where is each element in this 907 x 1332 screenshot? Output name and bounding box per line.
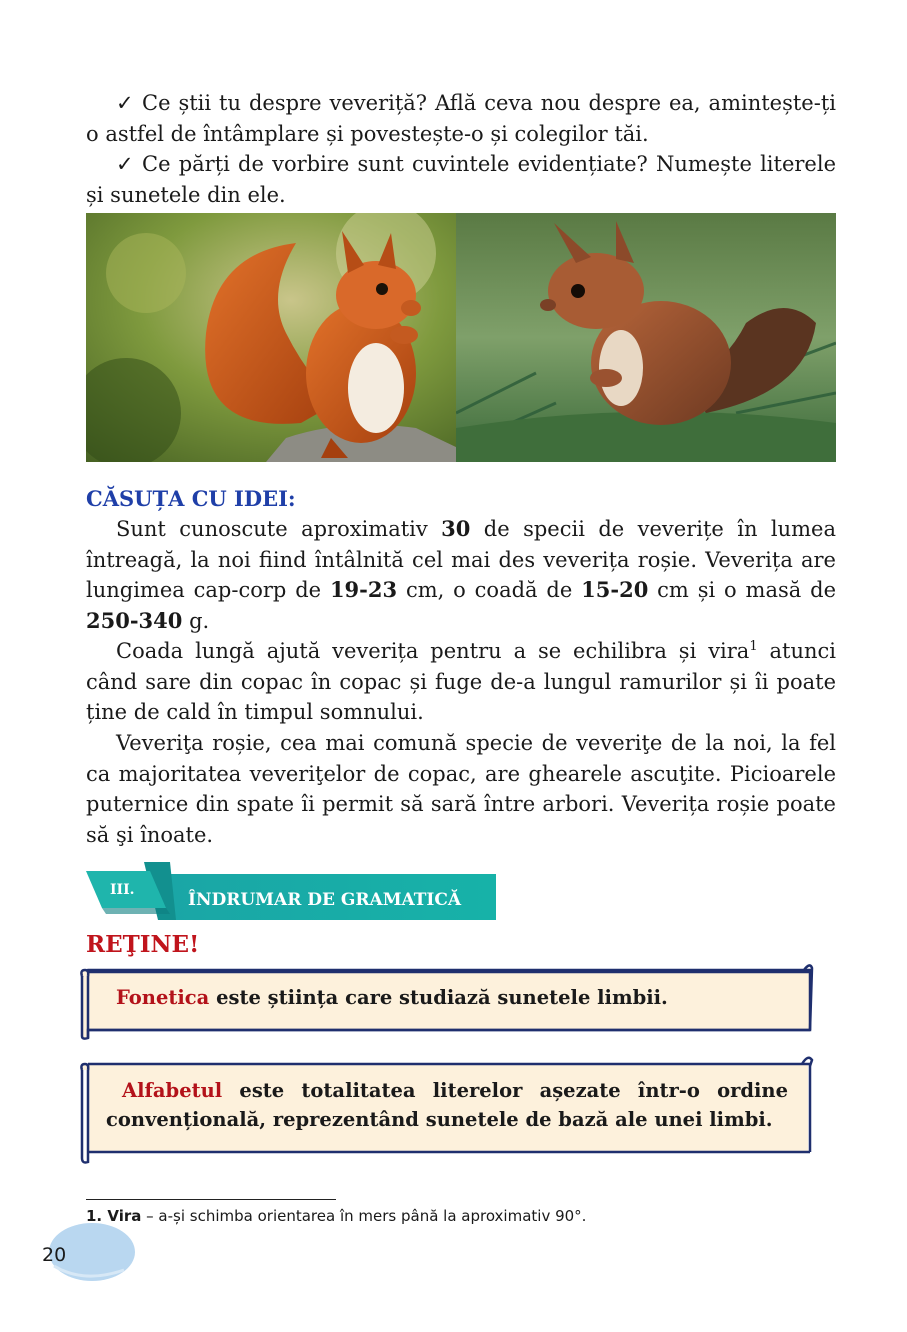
checkmark-icon: ✓ xyxy=(116,91,134,115)
rule-1-definition: este știința care studiază sunetele limbii. xyxy=(209,986,668,1009)
text-run: cm, o coadă de xyxy=(397,578,582,602)
question-1 xyxy=(86,88,836,149)
footnote-label: 1. Vira xyxy=(86,1207,142,1225)
bold-number: 15-20 xyxy=(581,577,649,602)
squirrel-photos xyxy=(86,213,836,462)
squirrel-photo-left xyxy=(86,213,458,462)
text-run: atunci când sare din copac în copac și fuge de-a lungul ramurilor și îi poate ține de cald în timpul somnului. xyxy=(86,639,836,724)
question-2-text: Ce părți de vorbire sunt cuvintele evidențiate? Numește literele și sunetele din ele. xyxy=(86,152,836,207)
bold-number: 250-340 xyxy=(86,607,183,633)
ideas-paragraph-2 xyxy=(86,636,836,728)
footnote-ref: 1 xyxy=(749,639,758,654)
section-title: ÎNDRUMAR DE GRAMATICĂ xyxy=(188,890,462,910)
squirrel-photo-right xyxy=(456,213,836,462)
text-run: Sunt cunoscute aproximativ xyxy=(116,517,442,541)
ideas-paragraph-3: Veveriţa roșie, cea mai comună specie de veveriţe de la noi, la fel ca majoritatea veveriţelor de copac, are ghearele ascuţite. Picioarele puternice din spate îi permit să sară între arbori. Veverița roșie poate să şi înoate. xyxy=(86,731,836,847)
checkmark-icon: ✓ xyxy=(116,152,134,176)
section-number: III. xyxy=(110,882,135,898)
text-run: Coada lungă ajută veverița pentru a se echilibra și vira xyxy=(116,639,750,663)
retine-heading: REŢINE! xyxy=(86,931,200,958)
footnote-text: – a-și schimba orientarea în mers până la aproximativ 90°. xyxy=(141,1207,587,1225)
rule-2-text xyxy=(106,1076,788,1134)
text-run: g. xyxy=(182,608,210,633)
text-run: de specii de veverițe în lumea întreagă, la noi fiind întâlnită cel mai des veverița roșie. Veverița are lungimea cap-corp de xyxy=(86,517,836,602)
question-1-text: Ce știi tu despre veveriță? Află ceva nou despre ea, amintește-ți o astfel de întâmplare și povestește-o și colegilor tăi. xyxy=(86,91,836,146)
bold-number: 30 xyxy=(441,516,471,541)
bold-number: 19-23 xyxy=(329,577,398,602)
rule-1-term: Fonetica xyxy=(116,986,210,1009)
footnote xyxy=(86,1205,586,1227)
footnote-separator xyxy=(86,1199,336,1200)
text-run: cm și o masă de xyxy=(648,578,836,602)
ideas-paragraph-1 xyxy=(86,514,836,636)
rule-2-definition: este totalitatea literelor așezate într-o ordine convențională, reprezentând sunetele de bază ale unei limbi. xyxy=(106,1079,788,1131)
ideas-heading: CĂSUȚA CU IDEI: xyxy=(86,486,296,511)
page-number: 20 xyxy=(42,1244,67,1266)
rule-1-text xyxy=(116,983,796,1012)
section-banner xyxy=(86,862,496,920)
question-2 xyxy=(86,149,836,210)
rule-2-term: Alfabetul xyxy=(122,1079,223,1102)
